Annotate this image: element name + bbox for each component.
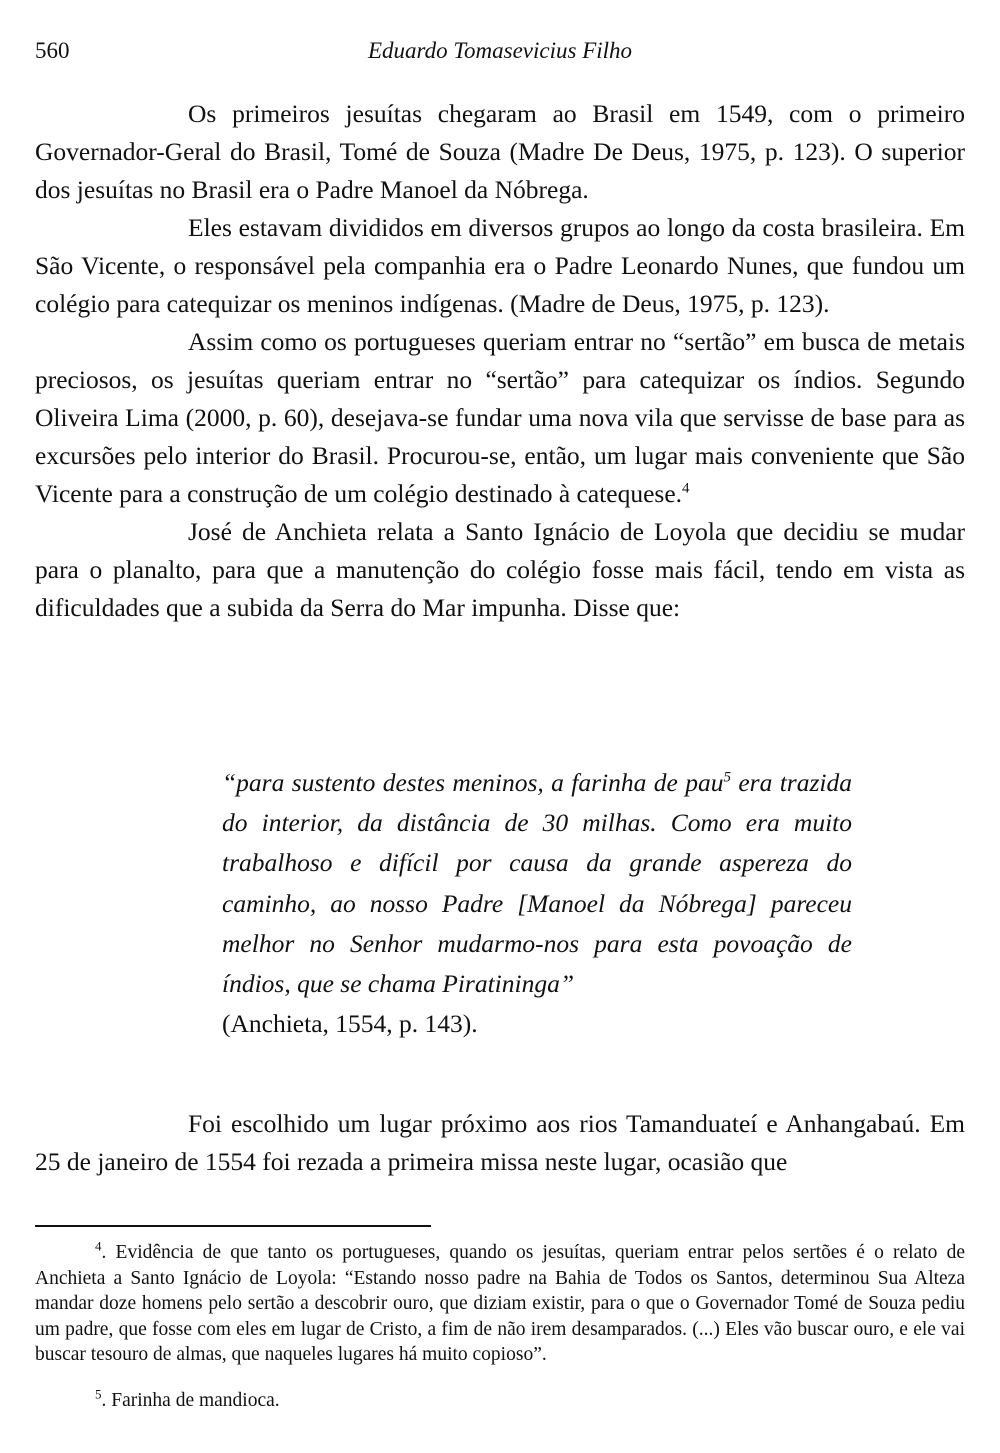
quote-text-part-2: era trazida do interior, da distância de 30 milhas. Como era muito trabalhoso e difícil por causa da grande aspereza do caminho, ao nosso Padre [Manoel da Nóbrega] pareceu melhor no Senhor mudarmo-nos para esta povoação de índios, que se chama Piratininga” — [222, 768, 852, 999]
paragraph-1: Os primeiros jesuítas chegaram ao Brasil em 1549, com o primeiro Governador-Geral do Brasil, Tomé de Souza (Madre De Deus, 1975, p. 123). O superior dos jesuítas no Brasil era o Padre Manoel da Nóbrega. — [35, 99, 965, 204]
footnote-separator — [35, 1225, 431, 1227]
footnote-reference-5[interactable]: 5 — [723, 769, 731, 786]
page-number: 560 — [35, 38, 70, 63]
footnote-5-text: . Farinha de mandioca. — [101, 1389, 280, 1411]
paragraph-4: José de Anchieta relata a Santo Ignácio de Loyola que decidiu se mudar para o planalto, para que a manutenção do colégio fosse mais fácil, tendo em vista as dificuldades que a subida da Serra do Mar impunha. Disse que: — [35, 517, 965, 622]
page-header — [35, 38, 965, 68]
footnotes — [35, 1240, 965, 1413]
footnote-reference-4[interactable]: 4 — [682, 480, 690, 497]
paragraph-5: Foi escolhido um lugar próximo aos rios Tamanduateí e Anhangabaú. Em 25 de janeiro de 1554 foi rezada a primeira missa neste lugar, ocasião que — [35, 1109, 965, 1176]
quote-text — [222, 763, 852, 1004]
footnote-5 — [35, 1388, 965, 1414]
footnote-4 — [35, 1240, 965, 1368]
paragraph-2: Eles estavam divididos em diversos grupos ao longo da costa brasileira. Em São Vicente, o responsável pela companhia era o Padre Leonardo Nunes, que fundou um colégio para catequizar os meninos indígenas. (Madre de Deus, 1975, p. 123). — [35, 213, 965, 318]
block-quote — [222, 763, 852, 1044]
body-text — [35, 95, 965, 627]
body-text-continued — [35, 1105, 965, 1181]
paragraph-3-text: Assim como os portugueses queriam entrar no “sertão” em busca de metais preciosos, os jesuítas queriam entrar no “sertão” para catequizar os índios. Segundo Oliveira Lima (2000, p. 60), desejava-se fundar uma nova vila que servisse de base para as excursões pelo interior do Brasil. Procurou-se, então, um lugar mais conveniente que São Vicente para a construção de um colégio destinado à catequese. — [35, 327, 965, 508]
quote-citation: (Anchieta, 1554, p. 143). — [222, 1009, 478, 1039]
footnote-4-mark: 4 — [95, 1238, 102, 1254]
running-head: Eduardo Tomasevicius Filho — [367, 38, 633, 63]
footnote-4-text: . Evidência de que tanto os portugueses, quando os jesuítas, queriam entrar pelos sertões é o relato de Anchieta a Santo Ignácio de Loyola: “Estando nosso padre na Bahia de Todos os Santos, determinou Sua Alteza mandar doze homens pelo sertão a descobrir ouro, que diziam existir, para o que o Governador Tomé de Souza pediu um padre, que fosse com eles em lugar de Cristo, a fim de não irem desamparados. (...) Eles vão buscar ouro, e ele vai buscar tesouro de almas, que naqueles lugares há muito copioso”. — [35, 1242, 965, 1365]
quote-text-part-1: “para sustento destes meninos, a farinha de pau — [222, 768, 724, 797]
footnote-5-mark: 5 — [95, 1386, 102, 1401]
paragraph-3 — [35, 323, 965, 513]
